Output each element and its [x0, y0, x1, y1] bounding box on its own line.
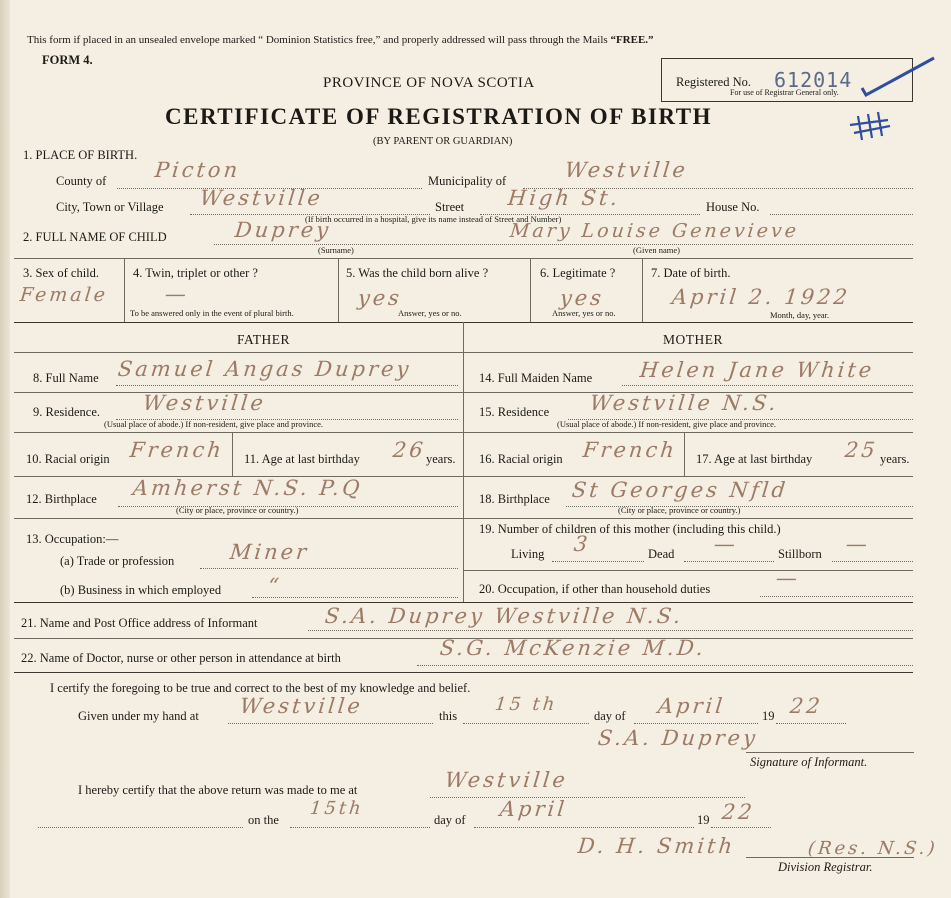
cert-month-value: April	[656, 694, 727, 718]
dead-label: Dead	[648, 547, 675, 561]
doctor-label: 22. Name of Doctor, nurse or other person in attendance at birth	[21, 651, 341, 665]
informant-signature: S.A. Duprey	[596, 726, 760, 750]
city-label: City, Town or Village	[56, 200, 164, 214]
sex-value: Female	[18, 284, 110, 306]
informant-label: 21. Name and Post Office address of Informant	[21, 616, 258, 630]
mother-years-label: years.	[880, 452, 910, 466]
born-alive-value: yes	[356, 286, 404, 310]
given-place-value: Westville	[238, 694, 365, 718]
this-label: this	[439, 709, 458, 723]
mail-notice	[27, 34, 654, 46]
registrar-day-value: 15th	[308, 798, 365, 819]
mother-residence-label: 15. Residence	[479, 405, 550, 419]
date-of-birth-note: Month, day, year.	[770, 310, 830, 320]
street-label: Street	[435, 200, 465, 214]
municipality-label: Municipality of	[428, 174, 507, 188]
mother-age-value: 25	[843, 438, 879, 462]
page-subtitle: (BY PARENT OR GUARDIAN)	[373, 136, 513, 147]
father-racial-value: French	[128, 438, 226, 462]
father-occupation-label: 13. Occupation:—	[26, 532, 119, 546]
cert-day-of-label: day of	[594, 709, 626, 723]
father-trade-value: Miner	[228, 540, 311, 564]
stillborn-label: Stillborn	[778, 547, 822, 561]
registrar-year-value: 22	[720, 800, 756, 824]
father-age-value: 26	[391, 438, 427, 462]
page-title: CERTIFICATE OF REGISTRATION OF BIRTH	[165, 104, 712, 129]
division-registrar-caption: Division Registrar.	[778, 860, 873, 874]
registered-number: 612014	[774, 68, 853, 92]
cert-day-value: 15 th	[493, 694, 559, 715]
mother-heading: MOTHER	[663, 332, 723, 347]
father-years-label: years.	[426, 452, 456, 466]
mother-occupation-label: 20. Occupation, if other than household duties	[479, 582, 711, 596]
father-age-label: 11. Age at last birthday	[244, 452, 360, 466]
date-of-birth-label: 7. Date of birth.	[651, 266, 731, 280]
given-name-caption: (Given name)	[633, 245, 680, 255]
date-of-birth-value: April 2. 1922	[670, 285, 852, 309]
mother-birthplace-value: St Georges Nfld	[570, 478, 790, 502]
left-torn-edge	[0, 0, 10, 898]
child-surname-value: Duprey	[233, 218, 333, 242]
blue-check-mark	[840, 50, 940, 150]
cert-year-prefix: 19	[762, 709, 775, 723]
mail-notice-free: “FREE.”	[610, 34, 654, 46]
father-business-label: (b) Business in which employed	[60, 583, 222, 597]
child-given-name-value: Mary Louise Genevieve	[508, 220, 801, 242]
county-value: Picton	[153, 158, 242, 182]
mother-children-label: 19. Number of children of this mother (including this child.)	[479, 522, 781, 536]
registrar-on-the-label: on the	[248, 813, 279, 827]
father-heading: FATHER	[237, 332, 291, 347]
mother-age-label: 17. Age at last birthday	[696, 452, 813, 466]
stillborn-value: —	[844, 532, 872, 556]
registrar-day-of-label: day of	[434, 813, 466, 827]
twin-note: To be answered only in the event of plural birth.	[130, 308, 294, 318]
mother-racial-value: French	[581, 438, 679, 462]
mother-occupation-value: —	[774, 566, 802, 590]
registrar-year-prefix: 19	[697, 813, 710, 827]
mail-notice-text: This form if placed in an unsealed envelope marked “ Dominion Statistics free,” and properly addressed will pass through the Mails	[27, 34, 608, 46]
legitimate-note: Answer, yes or no.	[552, 308, 616, 318]
legitimate-label: 6. Legitimate ?	[540, 266, 616, 280]
province-heading: PROVINCE OF NOVA SCOTIA	[323, 75, 535, 91]
division-registrar-signature: D. H. Smith	[576, 834, 737, 858]
registered-label: Registered No.	[676, 75, 751, 89]
father-business-value: “	[266, 574, 284, 598]
mother-name-value: Helen Jane White	[638, 358, 876, 382]
mother-birthplace-note: (City or place, province or country.)	[618, 505, 741, 515]
father-residence-label: 9. Residence.	[33, 405, 100, 419]
form-number: FORM 4.	[42, 53, 93, 67]
legitimate-value: yes	[558, 286, 606, 310]
informant-signature-caption: Signature of Informant.	[750, 755, 868, 769]
certification-statement: I certify the foregoing to be true and correct to the best of my knowledge and belief.	[50, 681, 471, 695]
place-of-birth-label: 1. PLACE OF BIRTH.	[23, 148, 138, 162]
dead-value: —	[712, 532, 740, 556]
twin-value: —	[163, 282, 191, 306]
father-birthplace-value: Amherst N.S. P.Q	[131, 476, 364, 500]
given-under-hand-label: Given under my hand at	[78, 709, 199, 723]
doctor-value: S.G. McKenzie M.D.	[438, 636, 708, 660]
twin-label: 4. Twin, triplet or other ?	[133, 266, 258, 280]
born-alive-label: 5. Was the child born alive ?	[346, 266, 489, 280]
father-name-label: 8. Full Name	[33, 371, 99, 385]
father-birthplace-note: (City or place, province or country.)	[176, 505, 299, 515]
father-name-value: Samuel Angas Duprey	[116, 357, 413, 381]
mother-birthplace-label: 18. Birthplace	[479, 492, 550, 506]
surname-caption: (Surname)	[318, 245, 354, 255]
registrar-note: For use of Registrar General only.	[730, 88, 839, 97]
father-residence-note: (Usual place of abode.) If non-resident, give place and province.	[104, 419, 324, 429]
father-trade-label: (a) Trade or profession	[60, 554, 175, 568]
sex-label: 3. Sex of child.	[23, 266, 100, 280]
living-value: 3	[572, 532, 592, 556]
mother-residence-value: Westville N.S.	[588, 391, 780, 415]
living-label: Living	[511, 547, 545, 561]
street-value: High St.	[506, 186, 622, 210]
registrar-place-value: Westville	[443, 768, 570, 792]
mother-racial-label: 16. Racial origin	[479, 452, 563, 466]
cert-year-value: 22	[788, 694, 824, 718]
municipality-value: Westville	[563, 158, 690, 182]
father-racial-label: 10. Racial origin	[26, 452, 110, 466]
division-registrar-suffix: (Res. N.S.)	[806, 838, 939, 859]
hospital-note: (If birth occurred in a hospital, give its name instead of Street and Number)	[305, 214, 562, 224]
mother-residence-note: (Usual place of abode.) If non-resident, give place and province.	[557, 419, 777, 429]
child-name-label: 2. FULL NAME OF CHILD	[23, 230, 167, 244]
house-number-label: House No.	[706, 200, 760, 214]
father-birthplace-label: 12. Birthplace	[26, 492, 97, 506]
registrar-month-value: April	[498, 797, 569, 821]
father-residence-value: Westville	[141, 391, 268, 415]
city-value: Westville	[198, 186, 325, 210]
informant-value: S.A. Duprey Westville N.S.	[323, 604, 685, 628]
county-label: County of	[56, 174, 107, 188]
registrar-statement: I hereby certify that the above return was made to me at	[78, 783, 358, 797]
born-alive-note: Answer, yes or no.	[398, 308, 462, 318]
mother-name-label: 14. Full Maiden Name	[479, 371, 593, 385]
